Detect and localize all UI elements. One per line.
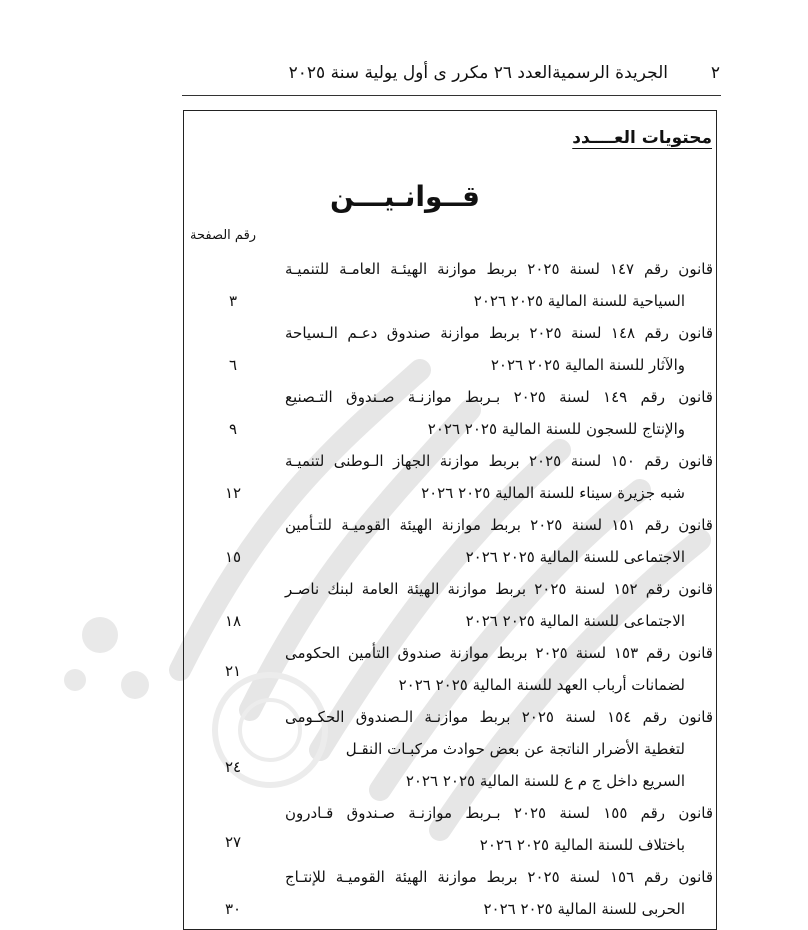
contents-entry (195, 445, 713, 509)
entry-title: قانون رقم ١٥٣ لسنة ٢٠٢٥ بربط موازنة صندوق التأمين الحكومى (285, 644, 713, 662)
entry-title: قانون رقم ١٥٠ لسنة ٢٠٢٥ بربط موازنة الجهاز الـوطنى لتنميـة (285, 452, 713, 470)
entry-title: قانون رقم ١٥٢ لسنة ٢٠٢٥ بربط موازنة الهيئة العامة لبنك ناصـر (285, 580, 713, 598)
contents-entry (195, 381, 713, 445)
entry-page-number: ٣ (228, 292, 238, 310)
gazette-title: الجريدة الرسمية (552, 63, 668, 83)
entry-title-continued: والإنتاج للسجون للسنة المالية ٢٠٢٥ ٢٠٢٦ (427, 420, 685, 438)
entry-page-number: ١٢ (224, 484, 242, 502)
entry-page-number: ٣٠ (224, 900, 242, 918)
contents-heading: محتويات العــــدد (572, 128, 712, 148)
entry-title: قانون رقم ١٤٩ لسنة ٢٠٢٥ بـربط موازنـة صـندوق التـصنيع (285, 388, 713, 406)
entry-title: قانون رقم ١٥٦ لسنة ٢٠٢٥ بربط موازنة الهيئة القوميـة للإنتـاج (285, 868, 713, 886)
issue-info: العدد ٢٦ مكرر ى أول يولية سنة ٢٠٢٥ (288, 63, 552, 83)
page-column-label: رقم الصفحة (190, 228, 257, 243)
entry-title: قانون رقم ١٥٥ لسنة ٢٠٢٥ بـربط موازنـة صـندوق قـادرون (285, 804, 713, 822)
entry-title-continued: والآثار للسنة المالية ٢٠٢٥ ٢٠٢٦ (490, 356, 685, 374)
page-number: ٢ (710, 63, 720, 83)
entry-title-continued: باختلاف للسنة المالية ٢٠٢٥ ٢٠٢٦ (479, 836, 685, 854)
entry-page-number: ١٥ (224, 548, 242, 566)
entry-page-number: ٢٧ (224, 832, 242, 851)
entry-title-continued: السريع داخل ج م ع للسنة المالية ٢٠٢٥ ٢٠٢٦ (405, 772, 685, 790)
contents-list (195, 253, 713, 925)
entry-title: قانون رقم ١٤٧ لسنة ٢٠٢٥ بربط موازنة الهيئـة العامـة للتنميـة (285, 260, 713, 278)
contents-entry (195, 253, 713, 317)
page-header (0, 55, 808, 91)
contents-entry (195, 797, 713, 861)
header-rule (182, 95, 721, 96)
entry-title-continued: الاجتماعى للسنة المالية ٢٠٢٥ ٢٠٢٦ (465, 548, 685, 566)
entry-title: قانون رقم ١٥٤ لسنة ٢٠٢٥ بربط موازنـة الـصندوق الحكـومى (285, 708, 713, 726)
entry-page-number: ١٨ (224, 612, 242, 630)
contents-entry (195, 637, 713, 701)
entry-page-number: ٦ (228, 356, 238, 374)
contents-entry (195, 509, 713, 573)
entry-title-continued: لتغطية الأضرار الناتجة عن بعض حوادث مركبـات النقـل (345, 740, 685, 758)
entry-title: قانون رقم ١٥١ لسنة ٢٠٢٥ بربط موازنة الهيئة القوميـة للتـأمين (285, 516, 713, 534)
section-heading: قــوانـيـــن (329, 180, 481, 213)
entry-title-continued: الحربى للسنة المالية ٢٠٢٥ ٢٠٢٦ (483, 900, 685, 918)
contents-entry (195, 701, 713, 797)
entry-title: قانون رقم ١٤٨ لسنة ٢٠٢٥ بربط موازنة صندوق دعـم الـسياحة (285, 324, 713, 342)
entry-page-number: ٢٤ (224, 757, 242, 776)
entry-title-continued: السياحية للسنة المالية ٢٠٢٥ ٢٠٢٦ (473, 292, 685, 310)
entry-page-number: ٩ (228, 420, 238, 438)
entry-title-continued: الاجتماعى للسنة المالية ٢٠٢٥ ٢٠٢٦ (465, 612, 685, 630)
entry-title-continued: لضمانات أرباب العهد للسنة المالية ٢٠٢٥ ٢٠٢٦ (398, 676, 685, 694)
contents-entry (195, 573, 713, 637)
contents-entry (195, 861, 713, 925)
contents-entry (195, 317, 713, 381)
entry-title-continued: شبه جزيرة سيناء للسنة المالية ٢٠٢٥ ٢٠٢٦ (421, 484, 685, 502)
entry-page-number: ٢١ (224, 661, 242, 680)
